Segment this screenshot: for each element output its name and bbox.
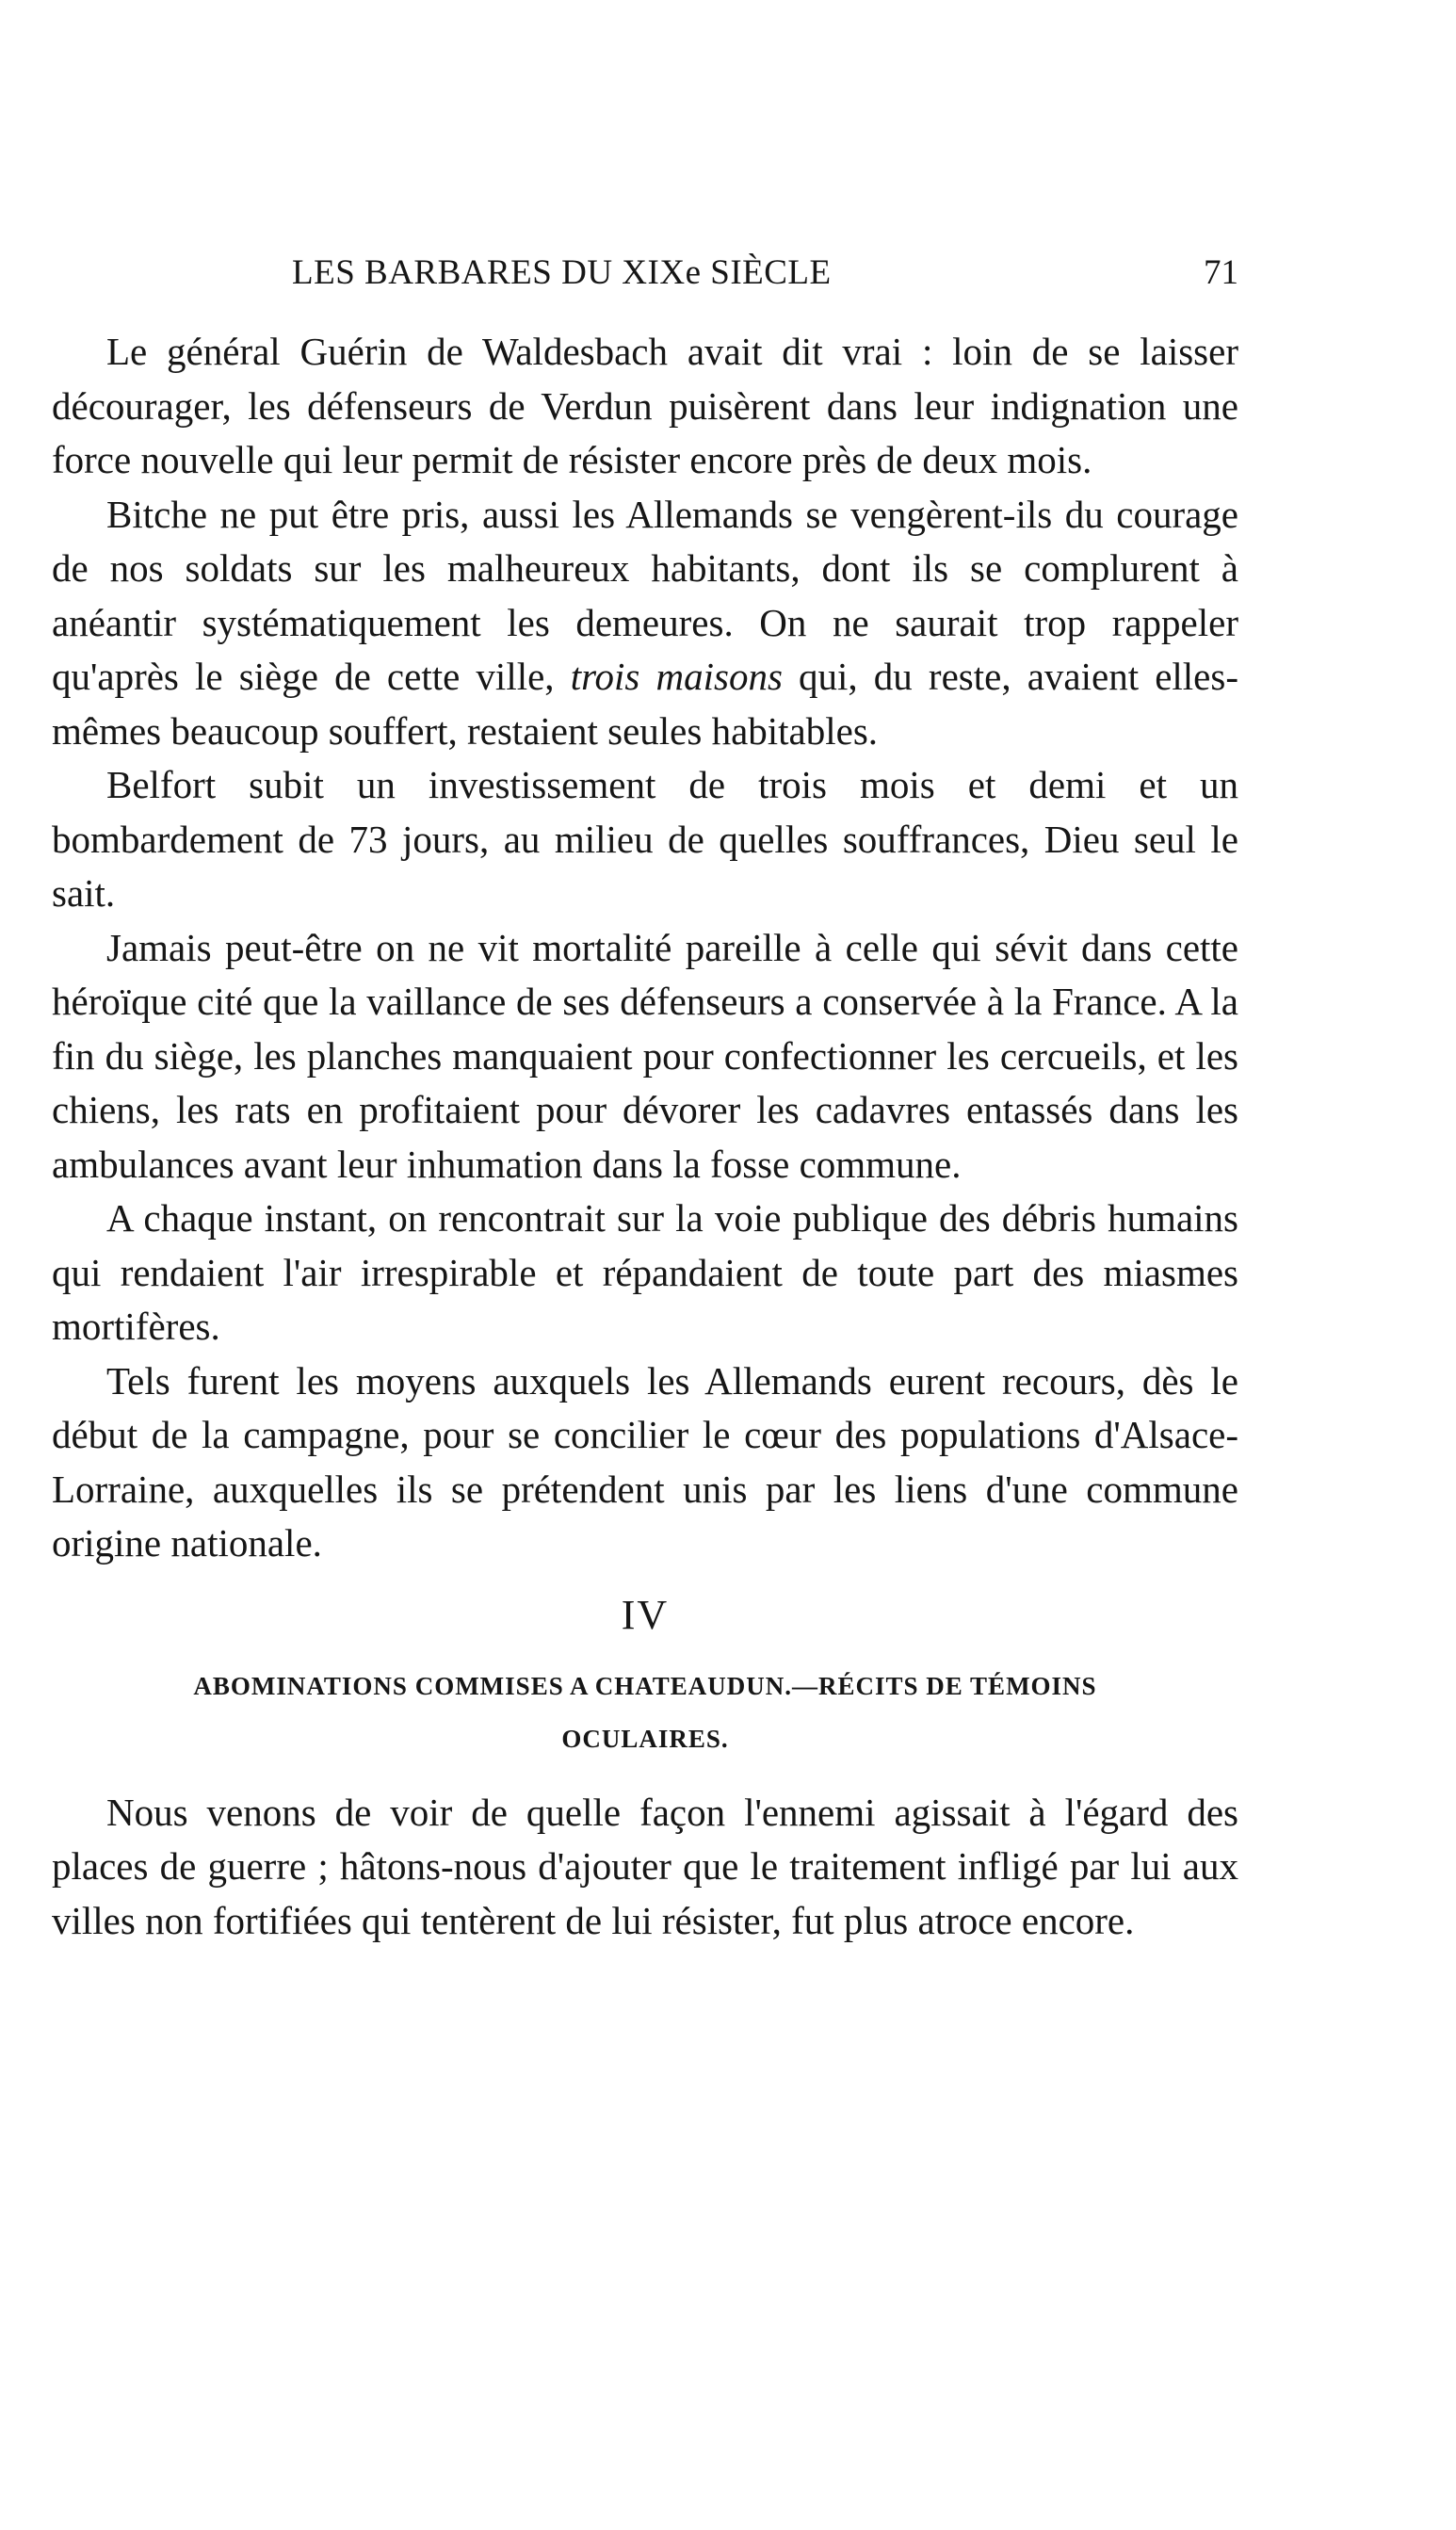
paragraph-mortality: Jamais peut-être on ne vit mortalité pareille à celle qui sévit dans cette héroïque cité que la vaillance de ses défenseurs a conservée à la France. A la fin du siège, les planches manquaient pour confectionner les cercueils, et les chiens, les rats en profitaient pour dévorer les cadavres entassés dans les ambulances avant leur inhumation dans la fosse commune.: [52, 925, 1238, 1186]
running-head-title: LES BARBARES DU XIXe SIÈCLE: [292, 253, 832, 292]
italic-phrase: trois maisons: [570, 655, 783, 698]
paragraph-chateaudun-intro: Nous venons de voir de quelle façon l'ennemi agissait à l'égard des places de guerre ; hâtons-nous d'ajouter que le traitement infligé par lui aux villes non fortifiées qui tentèrent de lui résister, fut plus atroce encore.: [52, 1790, 1238, 1942]
paragraph-belfort: Belfort subit un investissement de trois mois et demi et un bombardement de 73 jours, au milieu de quelles souffrances, Dieu seul le sait.: [52, 763, 1238, 915]
section-heading: [52, 1660, 1238, 1765]
body-text: [52, 325, 1238, 1948]
paragraph-verdun: Le général Guérin de Waldesbach avait dit vrai : loin de se laisser décourager, les défenseurs de Verdun puisèrent dans leur indignation une force nouvelle qui leur permit de résister encore près de deux mois.: [52, 330, 1238, 481]
section-heading-line-1: ABOMINATIONS COMMISES A CHATEAUDUN.—RÉCITS DE TÉMOINS: [193, 1671, 1097, 1700]
section-numeral: IV: [621, 1591, 670, 1638]
page-number: 71: [1204, 253, 1238, 292]
section-heading-line-2: OCULAIRES.: [561, 1724, 729, 1753]
paragraph-bitche-text-start: Bitche ne put être pris, aussi les Allemands se vengèrent-ils du courage de nos soldats sur les malheureux habitants, dont ils se complurent à anéantir systématiquement les demeures. On ne saurait trop rappeler qu'après le siège de cette ville,: [52, 492, 1238, 698]
paragraph-bitche-text-end: qui, du reste, avaient elles-mêmes beaucoup souffert, restaient seules habitables.: [52, 655, 1238, 753]
paragraph-means: Tels furent les moyens auxquels les Allemands eurent recours, dès le début de la campagne, pour se concilier le cœur des populations d'Alsace-Lorraine, auxquelles ils se prétendent unis par les liens d'une commune origine nationale.: [52, 1358, 1238, 1565]
paragraph-debris: A chaque instant, on rencontrait sur la voie publique des débris humains qui rendaient l'air irrespirable et répandaient de toute part des miasmes mortifères.: [52, 1196, 1238, 1348]
paragraph-bitche: [52, 488, 1238, 759]
running-head: [52, 252, 1238, 309]
